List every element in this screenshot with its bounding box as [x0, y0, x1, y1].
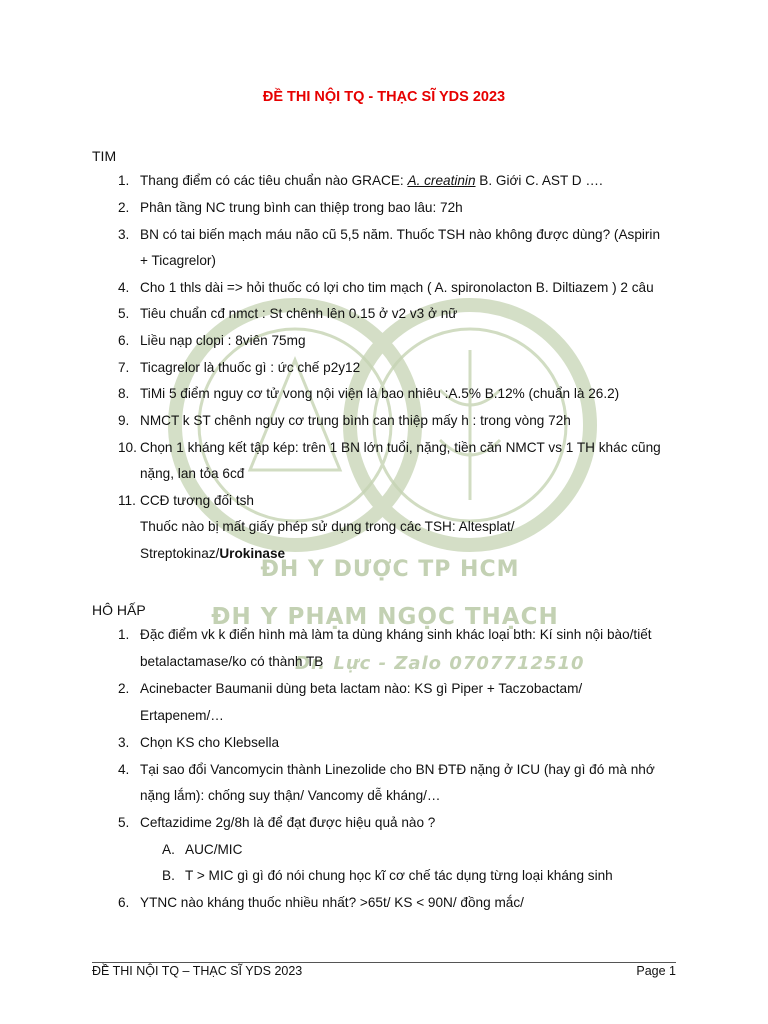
item-text: Phân tầng NC trung bình can thiệp trong bao lâu: 72h	[140, 200, 463, 215]
item-text: AUC/MIC	[185, 842, 243, 857]
item-number: 8.	[118, 386, 130, 401]
item-number: 5.	[118, 815, 130, 830]
footer-divider	[92, 962, 676, 963]
item-text: Thang điểm có các tiêu chuẩn nào GRACE: A. creatinin B. Giới C. AST D ….	[140, 173, 603, 188]
item-text: betalactamase/ko có thành TB	[140, 654, 324, 669]
watermark-line-2: ĐH Y PHẠM NGỌC THẠCH	[211, 604, 559, 630]
item-text: Chọn KS cho Klebsella	[140, 735, 280, 750]
item-number: 4.	[118, 280, 130, 295]
item-number: 4.	[118, 762, 130, 777]
bold-answer: Urokinase	[219, 546, 286, 561]
item-number: 11.	[118, 493, 136, 508]
item-text: Liều nạp clopi : 8viên 75mg	[140, 333, 306, 348]
item-number: 1.	[118, 173, 130, 188]
item-text: Ertapenem/…	[140, 708, 224, 723]
item-text: Acinebacter Baumanii dùng beta lactam nào: KS gì Piper + Taczobactam/	[140, 681, 583, 696]
item-text: + Ticagrelor)	[140, 253, 216, 268]
item-text: BN có tai biến mạch máu não cũ 5,5 năm. Thuốc TSH nào không được dùng? (Aspirin	[140, 227, 661, 242]
item-number: 3.	[118, 735, 130, 750]
item-letter: A.	[162, 842, 175, 857]
footer-title: ĐỀ THI NỘI TQ – THẠC SĨ YDS 2023	[92, 964, 303, 978]
item-text: Tại sao đổi Vancomycin thành Linezolide cho BN ĐTĐ nặng ở ICU (hay gì đó mà nhớ	[140, 762, 655, 777]
item-text: Đặc điểm vk k điển hình mà làm ta dùng kháng sinh khác loại bth: Kí sinh nội bào/tiết	[140, 627, 652, 642]
watermark-line-3: Dr. Lực - Zalo 0707712510	[295, 653, 585, 674]
item-text: nặng lắm): chống suy thận/ Vancomy dễ kháng/…	[140, 788, 441, 803]
item-number: 1.	[118, 627, 130, 642]
item-number: 7.	[118, 360, 130, 375]
section-heading-ho-hap: HÔ HẤP	[92, 602, 146, 618]
underlined-answer: A. creatinin	[407, 173, 476, 188]
item-number: 9.	[118, 413, 130, 428]
page-number: Page 1	[636, 964, 676, 978]
item-text: Cho 1 thls dài => hỏi thuốc có lợi cho tim mạch ( A. spironolacton B. Diltiazem ) 2 câu	[140, 280, 654, 295]
item-text: Chọn 1 kháng kết tập kép: trên 1 BN lớn tuổi, nặng, tiền căn NMCT vs 1 TH khác cũng	[140, 440, 661, 455]
item-text: Ceftazidime 2g/8h là để đạt được hiệu quả nào ?	[140, 815, 436, 830]
item-text: NMCT k ST chênh nguy cơ trung bình can thiệp mấy h : trong vòng 72h	[140, 413, 571, 428]
item-text: Thuốc nào bị mất giấy phép sử dụng trong các TSH: Altesplat/	[140, 519, 515, 534]
item-number: 5.	[118, 306, 130, 321]
item-number: 2.	[118, 200, 130, 215]
item-number: 6.	[118, 895, 130, 910]
item-number: 10.	[118, 440, 137, 455]
item-text: nặng, lan tỏa 6cđ	[140, 466, 245, 481]
watermark-line-1: ĐH Y DƯỢC TP HCM	[260, 557, 520, 582]
item-text: Streptokinaz/Urokinase	[140, 546, 286, 561]
section-heading-tim: TIM	[92, 148, 117, 164]
item-text: Tiêu chuẩn cđ nmct : St chênh lên 0.15 ở v2 v3 ở nữ	[140, 306, 458, 321]
item-number: 2.	[118, 681, 130, 696]
page-title: ĐỀ THI NỘI TQ - THẠC SĨ YDS 2023	[262, 89, 506, 105]
item-number: 6.	[118, 333, 130, 348]
item-text: T > MIC gì gì đó nói chung học kĩ cơ chế tác dụng từng loại kháng sinh	[185, 868, 613, 883]
item-text: TiMi 5 điểm nguy cơ tử vong nội viện là bao nhiêu :A.5% B.12% (chuẩn là 26.2)	[140, 386, 620, 401]
item-letter: B.	[162, 868, 175, 883]
item-number: 3.	[118, 227, 130, 242]
item-text: Ticagrelor là thuốc gì : ức chế p2y12	[140, 360, 361, 375]
item-text: YTNC nào kháng thuốc nhiều nhất? >65t/ KS < 90N/ đồng mắc/	[140, 895, 524, 910]
item-text: CCĐ tương đối tsh	[140, 493, 254, 508]
